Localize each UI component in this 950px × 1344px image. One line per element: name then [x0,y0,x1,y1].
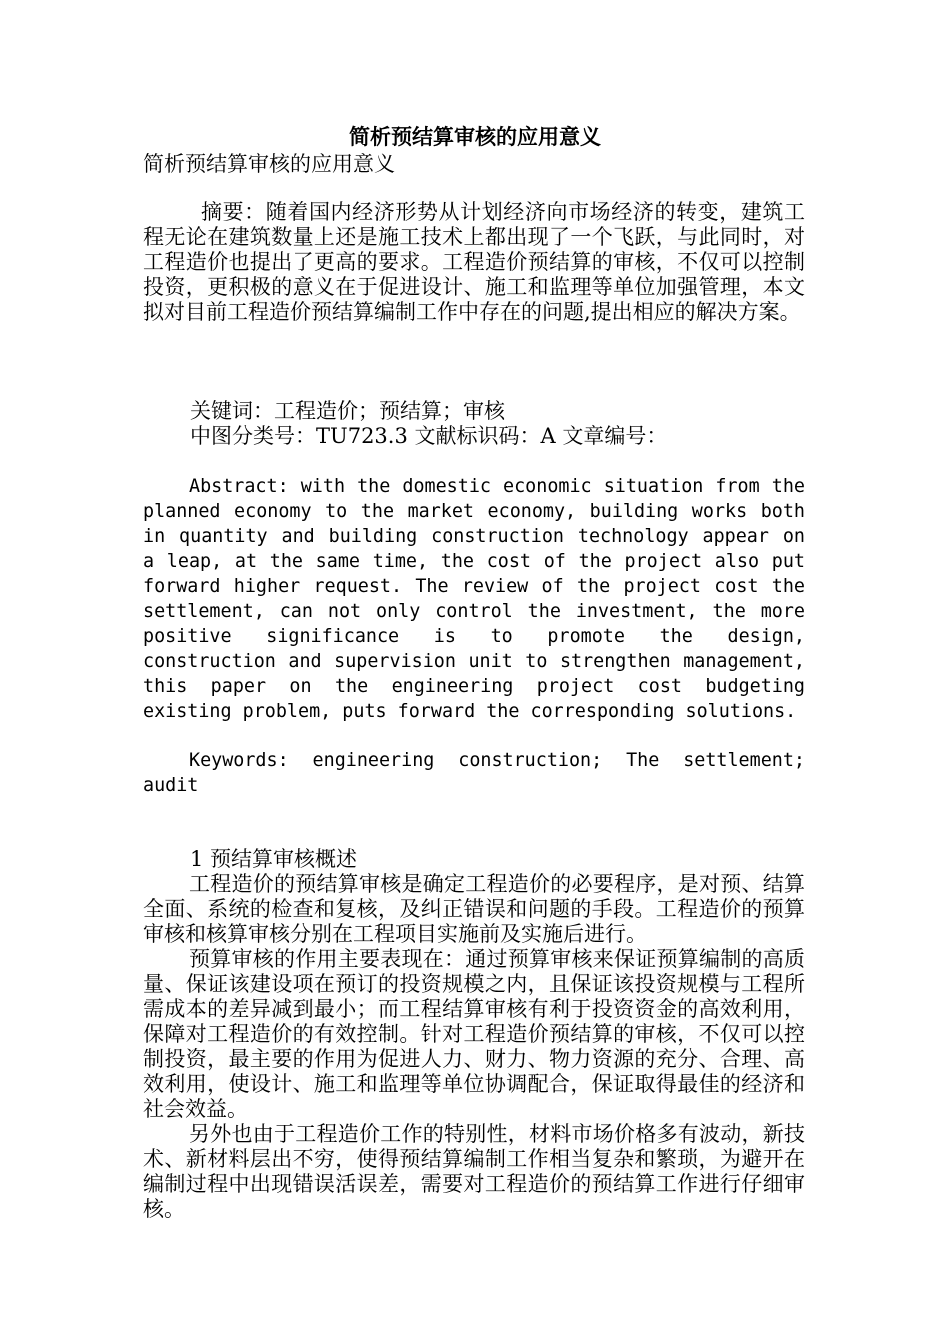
abstract-en [143,474,805,724]
keywords-en [143,748,805,798]
keywords-cn: 关键词：工程造价；预结算；审核 [190,399,505,423]
keywords-en-text: Keywords: engineering construction; The settlement; audit [143,750,805,796]
document-title: 简析预结算审核的应用意义 [349,125,601,149]
section-1-paragraph: 工程造价的预结算审核是确定工程造价的必要程序，是对预、结算全面、系统的检查和复核，及纠正错误和问题的手段。工程造价的预算审核和核算审核分别在工程项目实施前及实施后进行。 [143,872,805,946]
abstract-cn-text: 摘要：随着国内经济形势从计划经济向市场经济的转变，建筑工程无论在建筑数量上还是施工技术上都出现了一个飞跃，与此同时，对工程造价也提出了更高的要求。工程造价预结算的审核，不仅可以控制投资，更积极的意义在于促进设计、施工和监理等单位加强管理，本文拟对目前工程造价预结算编制工作中存在的问题,提出相应的解决方案。 [143,200,805,324]
section-1-paragraph: 另外也由于工程造价工作的特别性，材料市场价格多有波动，新技术、新材料层出不穷，使得预结算编制工作相当复杂和繁琐，为避开在编制过程中出现错误活误差，需要对工程造价的预结算工作进行仔细审核。 [143,1122,805,1221]
abstract-en-text: Abstract: with the domestic economic situation from the planned economy to the market economy, building works both in quantity and building construction technology appear on a leap, at the same time, the cost of the project also put forward higher request. The review of the project cost the settlement, can not only control the investment, the more positive significance is to promote the design, construction and supervision unit to strengthen management, this paper on the engineering project cost budgeting existing problem, puts forward the corresponding solutions. [143,476,805,722]
document-subtitle: 简析预结算审核的应用意义 [143,152,395,176]
abstract-cn [143,200,805,325]
section-1-paragraph: 预算审核的作用主要表现在：通过预算审核来保证预算编制的高质量、保证该建设项在预订的投资规模之内，且保证该投资规模与工程所需成本的差异减到最小；而工程结算审核有利于投资资金的高效利用，保障对工程造价的有效控制。针对工程造价预结算的审核，不仅可以控制投资，最主要的作用为促进人力、财力、物力资源的充分、合理、高效利用，使设计、施工和监理等单位协调配合，保证取得最佳的经济和社会效益。 [143,947,805,1121]
section-1-body [143,872,805,1222]
classification-line: 中图分类号：TU723.3 文献标识码：A 文章编号： [190,424,668,448]
section-1-heading: 1 预结算审核概述 [190,847,358,871]
